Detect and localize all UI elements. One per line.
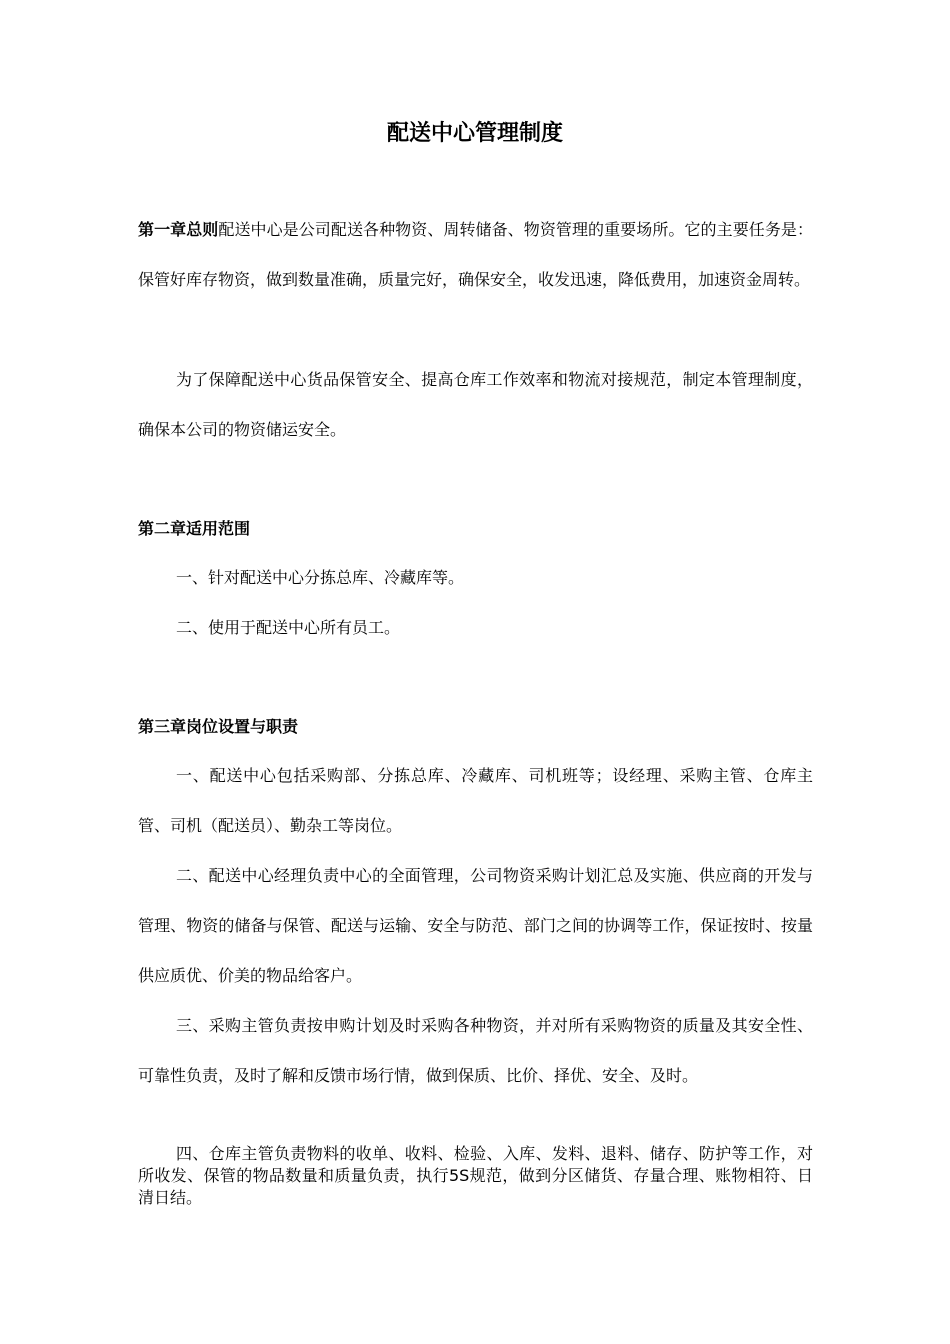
- chapter2-heading: 第二章适用范围: [138, 519, 251, 538]
- chapter3-item-2: 二、配送中心经理负责中心的全面管理，公司物资采购计划汇总及实施、供应商的开发与管理、物资的储备与保管、配送与运输、安全与防范、部门之间的协调等工作，保证按时、按量供应质优、价美的物品给客户。: [138, 866, 813, 985]
- chapter2-item-2: 二、使用于配送中心所有员工。: [176, 618, 401, 637]
- chapter2-item-1: 一、针对配送中心分拣总库、冷藏库等。: [176, 568, 465, 587]
- chapter1-intro-text: 配送中心是公司配送各种物资、周转储备、物资管理的重要场所。它的主要任务是：保管好库存物资，做到数量准确，质量完好，确保安全，收发迅速，降低费用，加速资金周转。: [138, 220, 813, 289]
- chapter3-item-1: 一、配送中心包括采购部、分拣总库、冷藏库、司机班等；设经理、采购主管、仓库主管、司机（配送员）、勤杂工等岗位。: [138, 766, 813, 835]
- chapter3-item-4: 四、仓库主管负责物料的收单、收料、检验、入库、发料、退料、储存、防护等工作，对所收发、保管的物品数量和质量负责，执行5S规范，做到分区储货、存量合理、账物相符、日清日结。: [138, 1144, 813, 1207]
- chapter3-item-3: 三、采购主管负责按申购计划及时采购各种物资，并对所有采购物资的质量及其安全性、可靠性负责，及时了解和反馈市场行情，做到保质、比价、择优、安全、及时。: [138, 1016, 813, 1085]
- chapter1-heading: 第一章总则: [138, 220, 219, 239]
- chapter3-heading: 第三章岗位设置与职责: [138, 717, 299, 736]
- chapter1-intro-paragraph: [138, 205, 813, 305]
- chapter1-purpose-paragraph: 为了保障配送中心货品保管安全、提高仓库工作效率和物流对接规范，制定本管理制度，确保本公司的物资储运安全。: [138, 370, 813, 439]
- document-title: 配送中心管理制度: [386, 121, 563, 146]
